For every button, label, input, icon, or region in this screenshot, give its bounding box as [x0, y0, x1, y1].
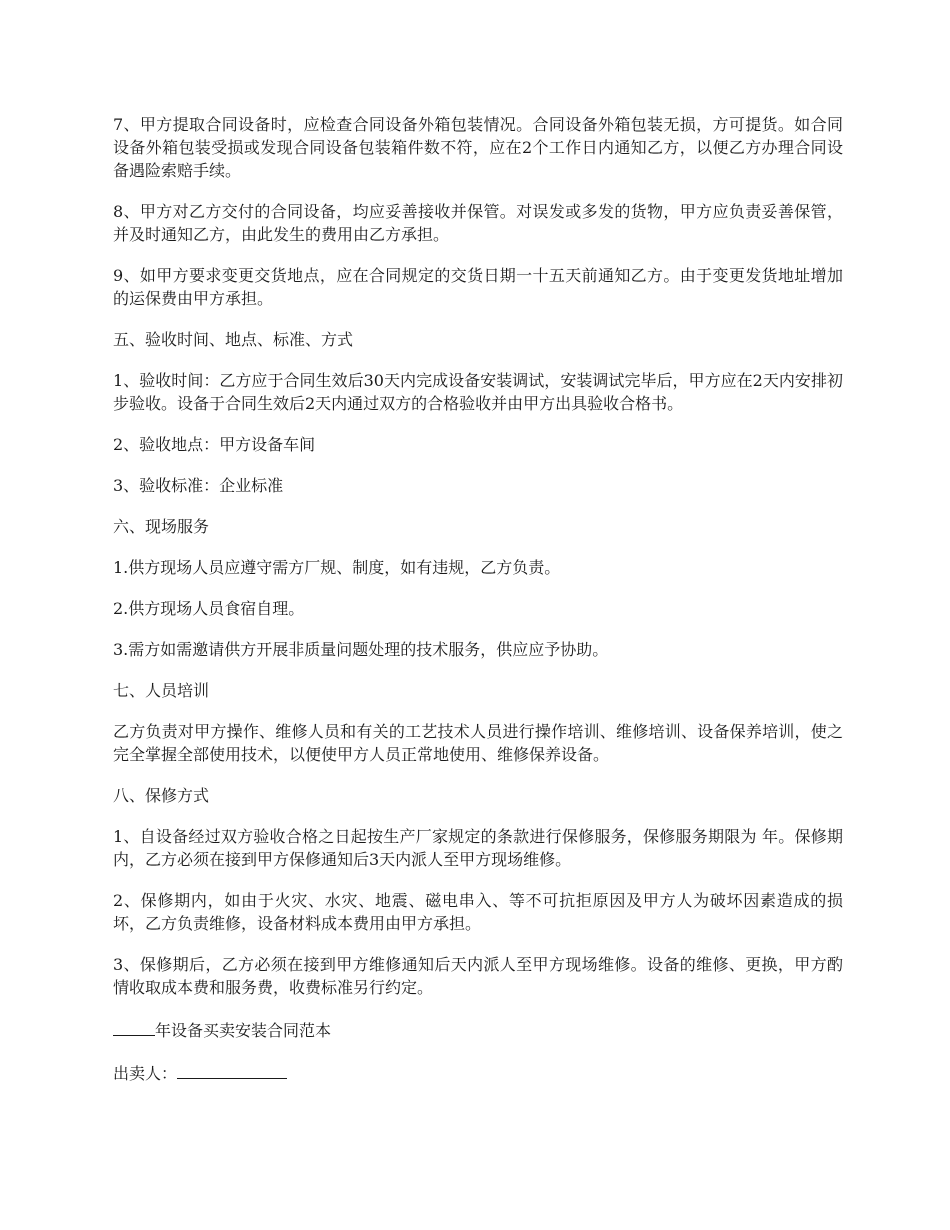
contract-template-title: [113, 1017, 843, 1042]
onsite-service-rule-3: 3.需方如需邀请供方开展非质量问题处理的技术服务，供应应予协助。: [113, 640, 609, 659]
clause-8-receipt-custody: 8、甲方对乙方交付的合同设备，均应妥善接收并保管。对误发或多发的货物，甲方应负责妥善保管，并及时通知乙方，由此发生的费用由乙方承担。: [113, 202, 843, 244]
acceptance-time: 1、验收时间：乙方应于合同生效后30天内完成设备安装调试，安装调试完毕后，甲方应在2天内安排初步验收。设备于合同生效后2天内通过双方的合格验收并由甲方出具验收合格书。: [113, 371, 843, 413]
onsite-service-rule-1: 1.供方现场人员应遵守需方厂规、制度，如有违规，乙方负责。: [113, 558, 561, 577]
warranty-clause-3: 3、保修期后，乙方必须在接到甲方维修通知后天内派人至甲方现场维修。设备的维修、更换，甲方酌情收取成本费和服务费，收费标准另行约定。: [113, 955, 843, 997]
year-blank-line: [113, 1017, 155, 1036]
seller-label: 出卖人：: [113, 1064, 178, 1083]
onsite-service-rule-2: 2.供方现场人员食宿自理。: [113, 599, 305, 618]
warranty-clause-2: 2、保修期内，如由于火灾、水灾、地震、磁电串入、等不可抗拒原因及甲方人为破坏因素造成的损坏，乙方负责维修，设备材料成本费用由甲方承担。: [113, 891, 843, 933]
clause-7-pickup-inspection: 7、甲方提取合同设备时，应检查合同设备外箱包装情况。合同设备外箱包装无损，方可提货。如合同设备外箱包装受损或发现合同设备包装箱件数不符，应在2个工作日内通知乙方，以便乙方办理合同设备遇险索赔手续。: [113, 115, 843, 180]
section-heading-onsite-service: 六、现场服务: [113, 517, 210, 536]
training-text: 乙方负责对甲方操作、维修人员和有关的工艺技术人员进行操作培训、维修培训、设备保养培训，使之完全掌握全部使用技术，以便使甲方人员正常地使用、维修保养设备。: [113, 722, 843, 764]
document-body: [113, 113, 843, 1103]
section-heading-warranty: 八、保修方式: [113, 786, 210, 805]
acceptance-place: 2、验收地点：甲方设备车间: [113, 435, 316, 454]
clause-9-delivery-change: 9、如甲方要求变更交货地点，应在合同规定的交货日期一十五天前通知乙方。由于变更发货地址增加的运保费由甲方承担。: [113, 266, 843, 308]
warranty-clause-1: 1、自设备经过双方验收合格之日起按生产厂家规定的条款进行保修服务，保修服务期限为 年。保修期内，乙方必须在接到甲方保修通知后3天内派人至甲方现场维修。: [113, 827, 843, 869]
acceptance-standard: 3、验收标准：企业标准: [113, 476, 284, 495]
section-heading-training: 七、人员培训: [113, 681, 210, 700]
section-heading-acceptance: 五、验收时间、地点、标准、方式: [113, 330, 354, 349]
seller-line: [113, 1060, 843, 1085]
contract-template-title-text: 年设备买卖安装合同范本: [155, 1021, 332, 1040]
seller-blank-line: [177, 1060, 287, 1079]
